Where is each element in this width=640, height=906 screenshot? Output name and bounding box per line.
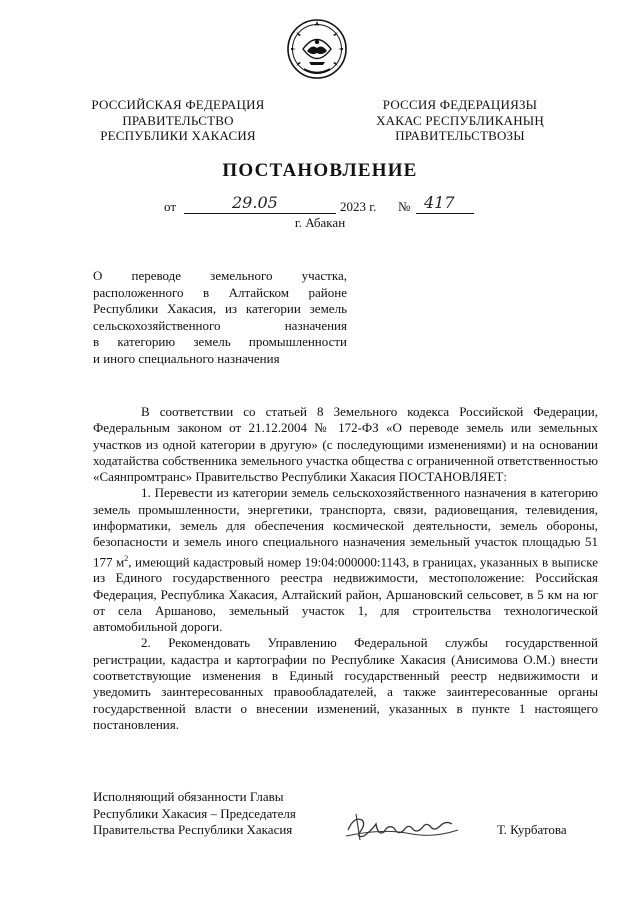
subject-line: сельскохозяйственного назначения [93,317,347,333]
coat-of-arms-emblem [286,18,348,80]
header-right-line: ПРАВИТЕЛЬСТВОЗЫ [395,128,525,143]
handwritten-number: 417 [424,193,455,212]
subject-line: расположенного в Алтайском районе [93,284,347,300]
signature-position-line: Правительства Республики Хакасия [93,822,293,837]
subject-line: Республики Хакасия, из категории земель [93,301,347,316]
signer-name: Т. Курбатова [497,822,567,837]
subject-line: О переводе земельного участка, [93,268,347,283]
subject-block [93,268,347,367]
date-underline [184,213,336,214]
item-1-text-a: 1. Перевести из категории земель сельскохозяйственного назначения в категорию земель промышленности, энергетики, транспорта, связи, радиовещания, телевидения, информатики, земель для обеспечения космической деятельности, земель обороны, безопасности и земель иного специального назначения земельный участок площадью 51 177 м [93,485,598,569]
header-left-line: ПРАВИТЕЛЬСТВО [122,112,234,128]
number-label: № [398,199,411,214]
subject-line: в категорию земель промышленности [93,334,347,349]
signature-position [93,789,333,839]
item-1-superscript: 2 [124,553,129,563]
header-right-line: ХАКАС РЕСПУБЛИКАНЫҢ [376,112,544,128]
header-right [360,97,560,144]
header-left [78,97,278,144]
handwritten-signature [342,806,462,846]
header-left-line: РЕСПУБЛИКИ ХАКАСИЯ [100,128,256,143]
handwritten-date: 29.05 [232,193,278,212]
year-label: 2023 г. [340,199,377,214]
city-label: г. Абакан [294,215,346,230]
item-1-text-b: , имеющий кадастровый номер 19:04:000000:1143, в границах, указанных в выписке из Единого государственного реестра недвижимости, местоположение: Российская Федерация, Республика Хакасия, Алтайский район, Аршановский сельсовет, в 5 км на юг от села Аршаново, земельный участок 1, для строительства технологической автомобильной дороги. [93,554,598,635]
subject-line: и иного специального назначения [93,350,280,366]
number-underline [416,213,474,214]
header-right-line: РОССИЯ ФЕДЕРАЦИЯЗЫ [382,97,538,112]
signature-position-line: Республики Хакасия – Председателя [93,805,296,821]
header-left-line: РОССИЙСКАЯ ФЕДЕРАЦИЯ [91,97,265,112]
document-body [93,404,598,733]
date-from-label: от [164,199,177,214]
item-2-paragraph: 2. Рекомендовать Управлению Федеральной службы государственной регистрации, кадастра и картографии по Республике Хакасия (Анисимова О.М.) внести соответствующие изменения в Единый государственный реестр недвижимости и уведомить заинтересованных правообладателей, а также заинтересованные органы государственной власти о внесении изменений, указанных в пункте 1 настоящего постановления. [93,635,598,732]
preamble-paragraph: В соответствии со статьей 8 Земельного кодекса Российской Федерации, Федеральным законом от 21.12.2004 № 172-ФЗ «О переводе земель или земельных участков из одной категории в другую» (с последующими изменениями) и на основании ходатайства собственника земельного участка общества с ограниченной ответственностью «Саянпромтранс» Правительство Республики Хакасия ПОСТАНОВЛЯЕТ: [93,404,598,485]
signature-position-line: Исполняющий обязанности Главы [93,789,284,804]
item-1-paragraph [93,485,598,635]
document-title: ПОСТАНОВЛЕНИЕ [222,160,418,181]
